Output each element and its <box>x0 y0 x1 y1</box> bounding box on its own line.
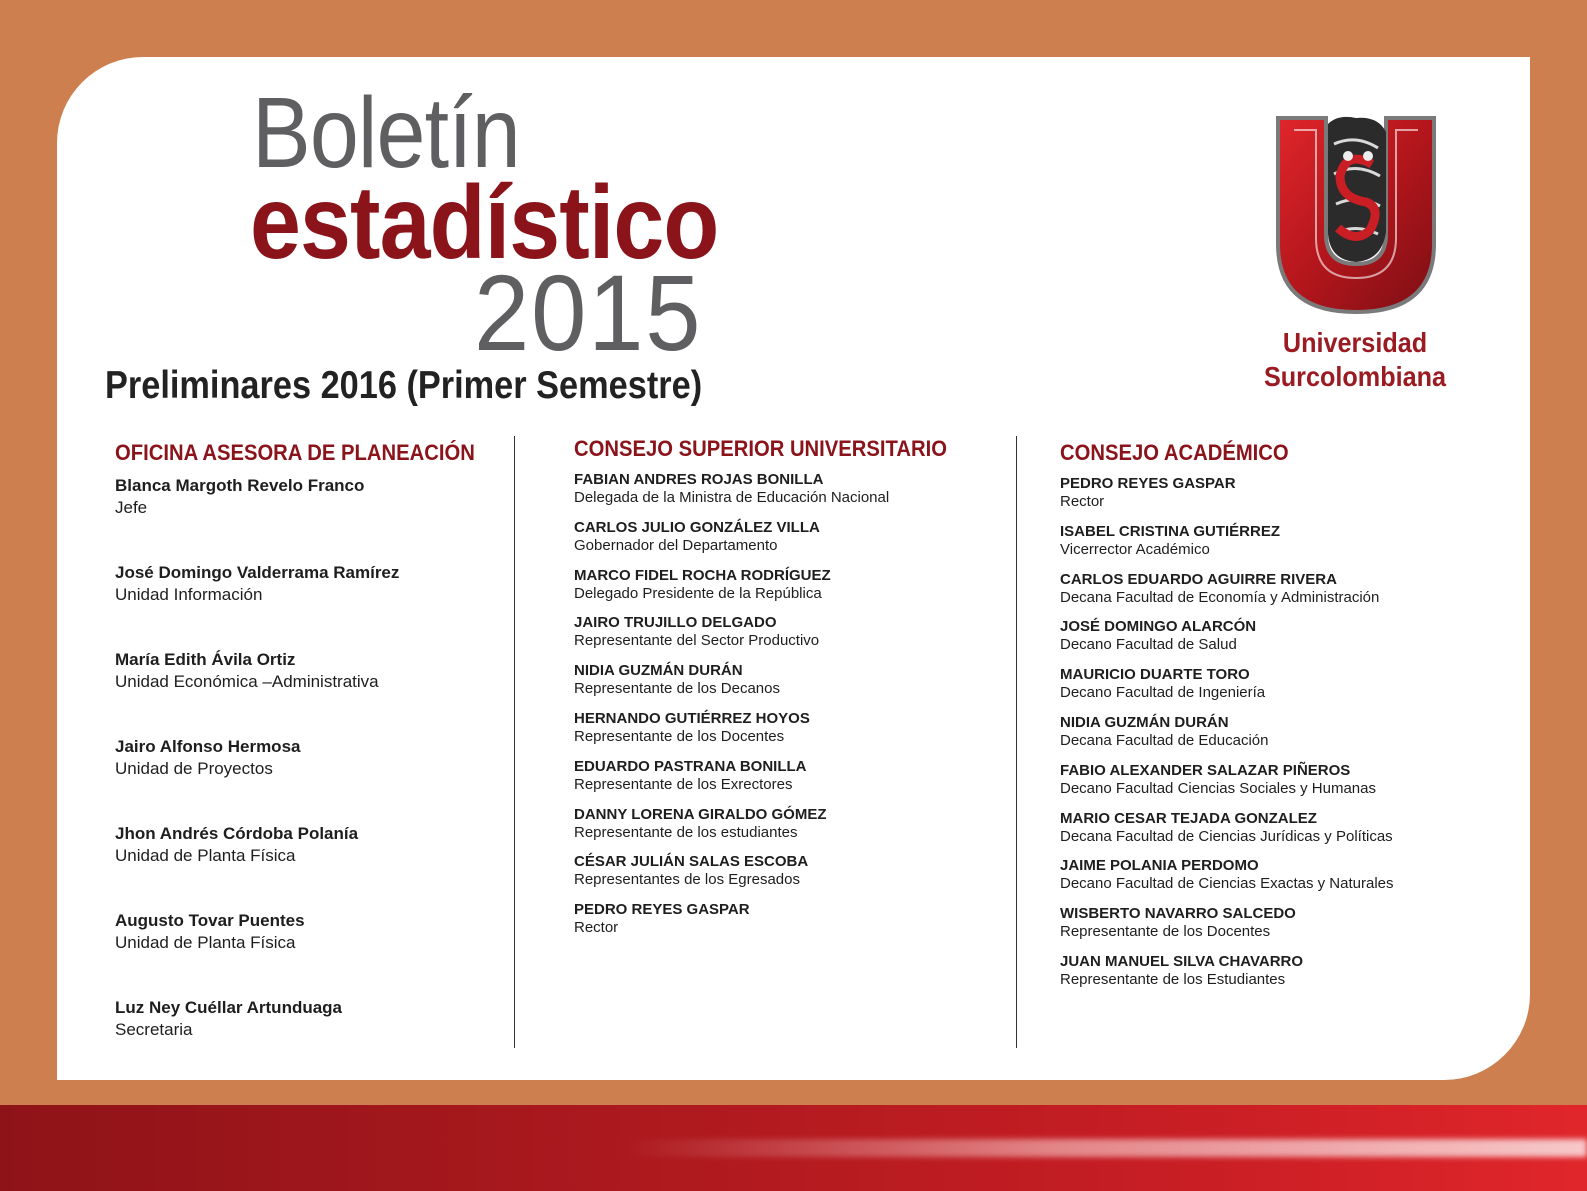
member-role: Representante de los Decanos <box>574 680 780 698</box>
planeacion-section <box>115 440 506 1084</box>
member-name: EDUARDO PASTRANA BONILLA <box>574 757 807 775</box>
member-role: Representante del Sector Productivo <box>574 632 820 650</box>
list-item <box>1060 762 1394 810</box>
member-name: CÉSAR JULIÁN SALAS ESCOBA <box>574 853 809 871</box>
member-name: CARLOS JULIO GONZÁLEZ VILLA <box>574 518 820 536</box>
member-name: HERNANDO GUTIÉRREZ HOYOS <box>574 709 810 727</box>
member-role: Decano Facultad de Ciencias Exactas y Naturales <box>1060 875 1394 893</box>
member-role: Decano Facultad de Salud <box>1060 636 1237 654</box>
member-name: JUAN MANUEL SILVA CHAVARRO <box>1060 952 1304 970</box>
list-item <box>574 471 979 519</box>
member-role: Decano Facultad de Ingeniería <box>1060 684 1266 702</box>
member-role: Unidad de Planta Física <box>115 933 296 952</box>
list-item <box>115 649 506 736</box>
list-item <box>1060 618 1394 666</box>
member-name: MAURICIO DUARTE TORO <box>1060 666 1250 684</box>
member-role: Decano Facultad Ciencias Sociales y Humanas <box>1060 779 1376 797</box>
member-name: NIDIA GUZMÁN DURÁN <box>574 662 743 680</box>
member-name: JOSÉ DOMINGO ALARCÓN <box>1060 618 1257 636</box>
university-name-line2: Surcolombiana <box>1263 361 1447 392</box>
member-role: Unidad Información <box>115 585 263 604</box>
member-name: José Domingo Valderrama Ramírez <box>115 563 400 582</box>
member-name: Augusto Tovar Puentes <box>115 911 305 930</box>
consejo-superior-section <box>574 436 979 949</box>
member-role: Unidad Económica –Administrativa <box>115 672 379 691</box>
list-item <box>574 758 979 806</box>
list-item <box>115 475 506 562</box>
member-name: María Edith Ávila Ortiz <box>115 650 296 669</box>
member-name: Jhon Andrés Córdoba Polanía <box>115 824 359 843</box>
list-item <box>574 662 979 710</box>
member-role: Representante de los Estudiantes <box>1060 970 1286 988</box>
list-item <box>574 901 979 949</box>
subtitle: Preliminares 2016 (Primer Semestre) <box>105 364 703 407</box>
member-role: Decana Facultad de Economía y Administración <box>1060 588 1380 606</box>
column-divider <box>1016 436 1017 1048</box>
list-item <box>115 562 506 649</box>
member-role: Unidad de Planta Física <box>115 846 296 865</box>
list-item <box>574 567 979 615</box>
member-name: PEDRO REYES GASPAR <box>1060 475 1236 492</box>
list-item <box>1060 571 1394 619</box>
member-role: Decana Facultad de Ciencias Jurídicas y Políticas <box>1060 827 1393 845</box>
list-item <box>574 710 979 758</box>
title-year: 2015 <box>474 252 703 373</box>
member-name: JAIRO TRUJILLO DELGADO <box>574 614 777 632</box>
member-name: PEDRO REYES GASPAR <box>574 901 750 919</box>
list-item <box>574 853 979 901</box>
member-role: Rector <box>1060 493 1105 510</box>
column-divider <box>514 436 515 1048</box>
member-role: Representante de los Docentes <box>574 727 785 745</box>
member-role: Rector <box>574 919 619 937</box>
member-role: Jefe <box>115 498 148 517</box>
member-role: Representante de los Docentes <box>1060 923 1271 941</box>
consejo-academico-section <box>1060 440 1394 1001</box>
title-boletin: Boletín <box>252 77 520 189</box>
list-item <box>1060 810 1394 858</box>
bottom-band <box>0 1105 1587 1191</box>
list-item <box>115 736 506 823</box>
member-role: Delegado Presidente de la República <box>574 584 822 602</box>
member-name: Blanca Margoth Revelo Franco <box>115 476 365 495</box>
member-name: WISBERTO NAVARRO SALCEDO <box>1060 905 1296 923</box>
list-item <box>1060 714 1394 762</box>
list-item <box>115 823 506 910</box>
member-name: MARCO FIDEL ROCHA RODRÍGUEZ <box>574 566 831 584</box>
list-item <box>574 519 979 567</box>
list-item <box>574 806 979 854</box>
university-name <box>1261 326 1450 394</box>
university-logo-icon <box>1276 114 1436 314</box>
member-role: Secretaria <box>115 1020 193 1039</box>
member-role: Representantes de los Egresados <box>574 871 800 889</box>
member-role: Unidad de Proyectos <box>115 759 273 778</box>
section-title: CONSEJO ACADÉMICO <box>1060 440 1289 465</box>
list-item <box>1060 666 1394 714</box>
member-name: NIDIA GUZMÁN DURÁN <box>1060 713 1229 731</box>
section-title: OFICINA ASESORA DE PLANEACIÓN <box>115 440 475 465</box>
member-role: Representante de los Exrectores <box>574 775 793 793</box>
member-role: Vicerrector Académico <box>1060 540 1210 558</box>
list-item <box>1060 475 1394 523</box>
member-name: JAIME POLANIA PERDOMO <box>1060 857 1259 875</box>
member-name: Jairo Alfonso Hermosa <box>115 737 301 756</box>
member-name: FABIAN ANDRES ROJAS BONILLA <box>574 471 824 488</box>
list-item <box>1060 953 1394 1001</box>
member-name: FABIO ALEXANDER SALAZAR PIÑEROS <box>1060 761 1351 779</box>
member-name: CARLOS EDUARDO AGUIRRE RIVERA <box>1060 570 1337 588</box>
list-item <box>574 614 979 662</box>
list-item <box>1060 523 1394 571</box>
list-item <box>115 910 506 997</box>
list-item <box>115 997 506 1084</box>
member-role: Representante de los estudiantes <box>574 823 798 841</box>
member-name: DANNY LORENA GIRALDO GÓMEZ <box>574 805 827 823</box>
list-item <box>1060 905 1394 953</box>
member-name: MARIO CESAR TEJADA GONZALEZ <box>1060 809 1317 827</box>
member-name: ISABEL CRISTINA GUTIÉRREZ <box>1060 522 1281 540</box>
band-highlight <box>620 1139 1587 1157</box>
university-name-line1: Universidad <box>1282 327 1428 358</box>
member-role: Gobernador del Departamento <box>574 536 778 554</box>
title-estadistico: estadístico <box>250 165 719 281</box>
section-title: CONSEJO SUPERIOR UNIVERSITARIO <box>574 436 948 461</box>
member-role: Delegada de la Ministra de Educación Nacional <box>574 489 890 506</box>
list-item <box>1060 857 1394 905</box>
member-name: Luz Ney Cuéllar Artunduaga <box>115 998 343 1017</box>
member-role: Decana Facultad de Educación <box>1060 731 1269 749</box>
